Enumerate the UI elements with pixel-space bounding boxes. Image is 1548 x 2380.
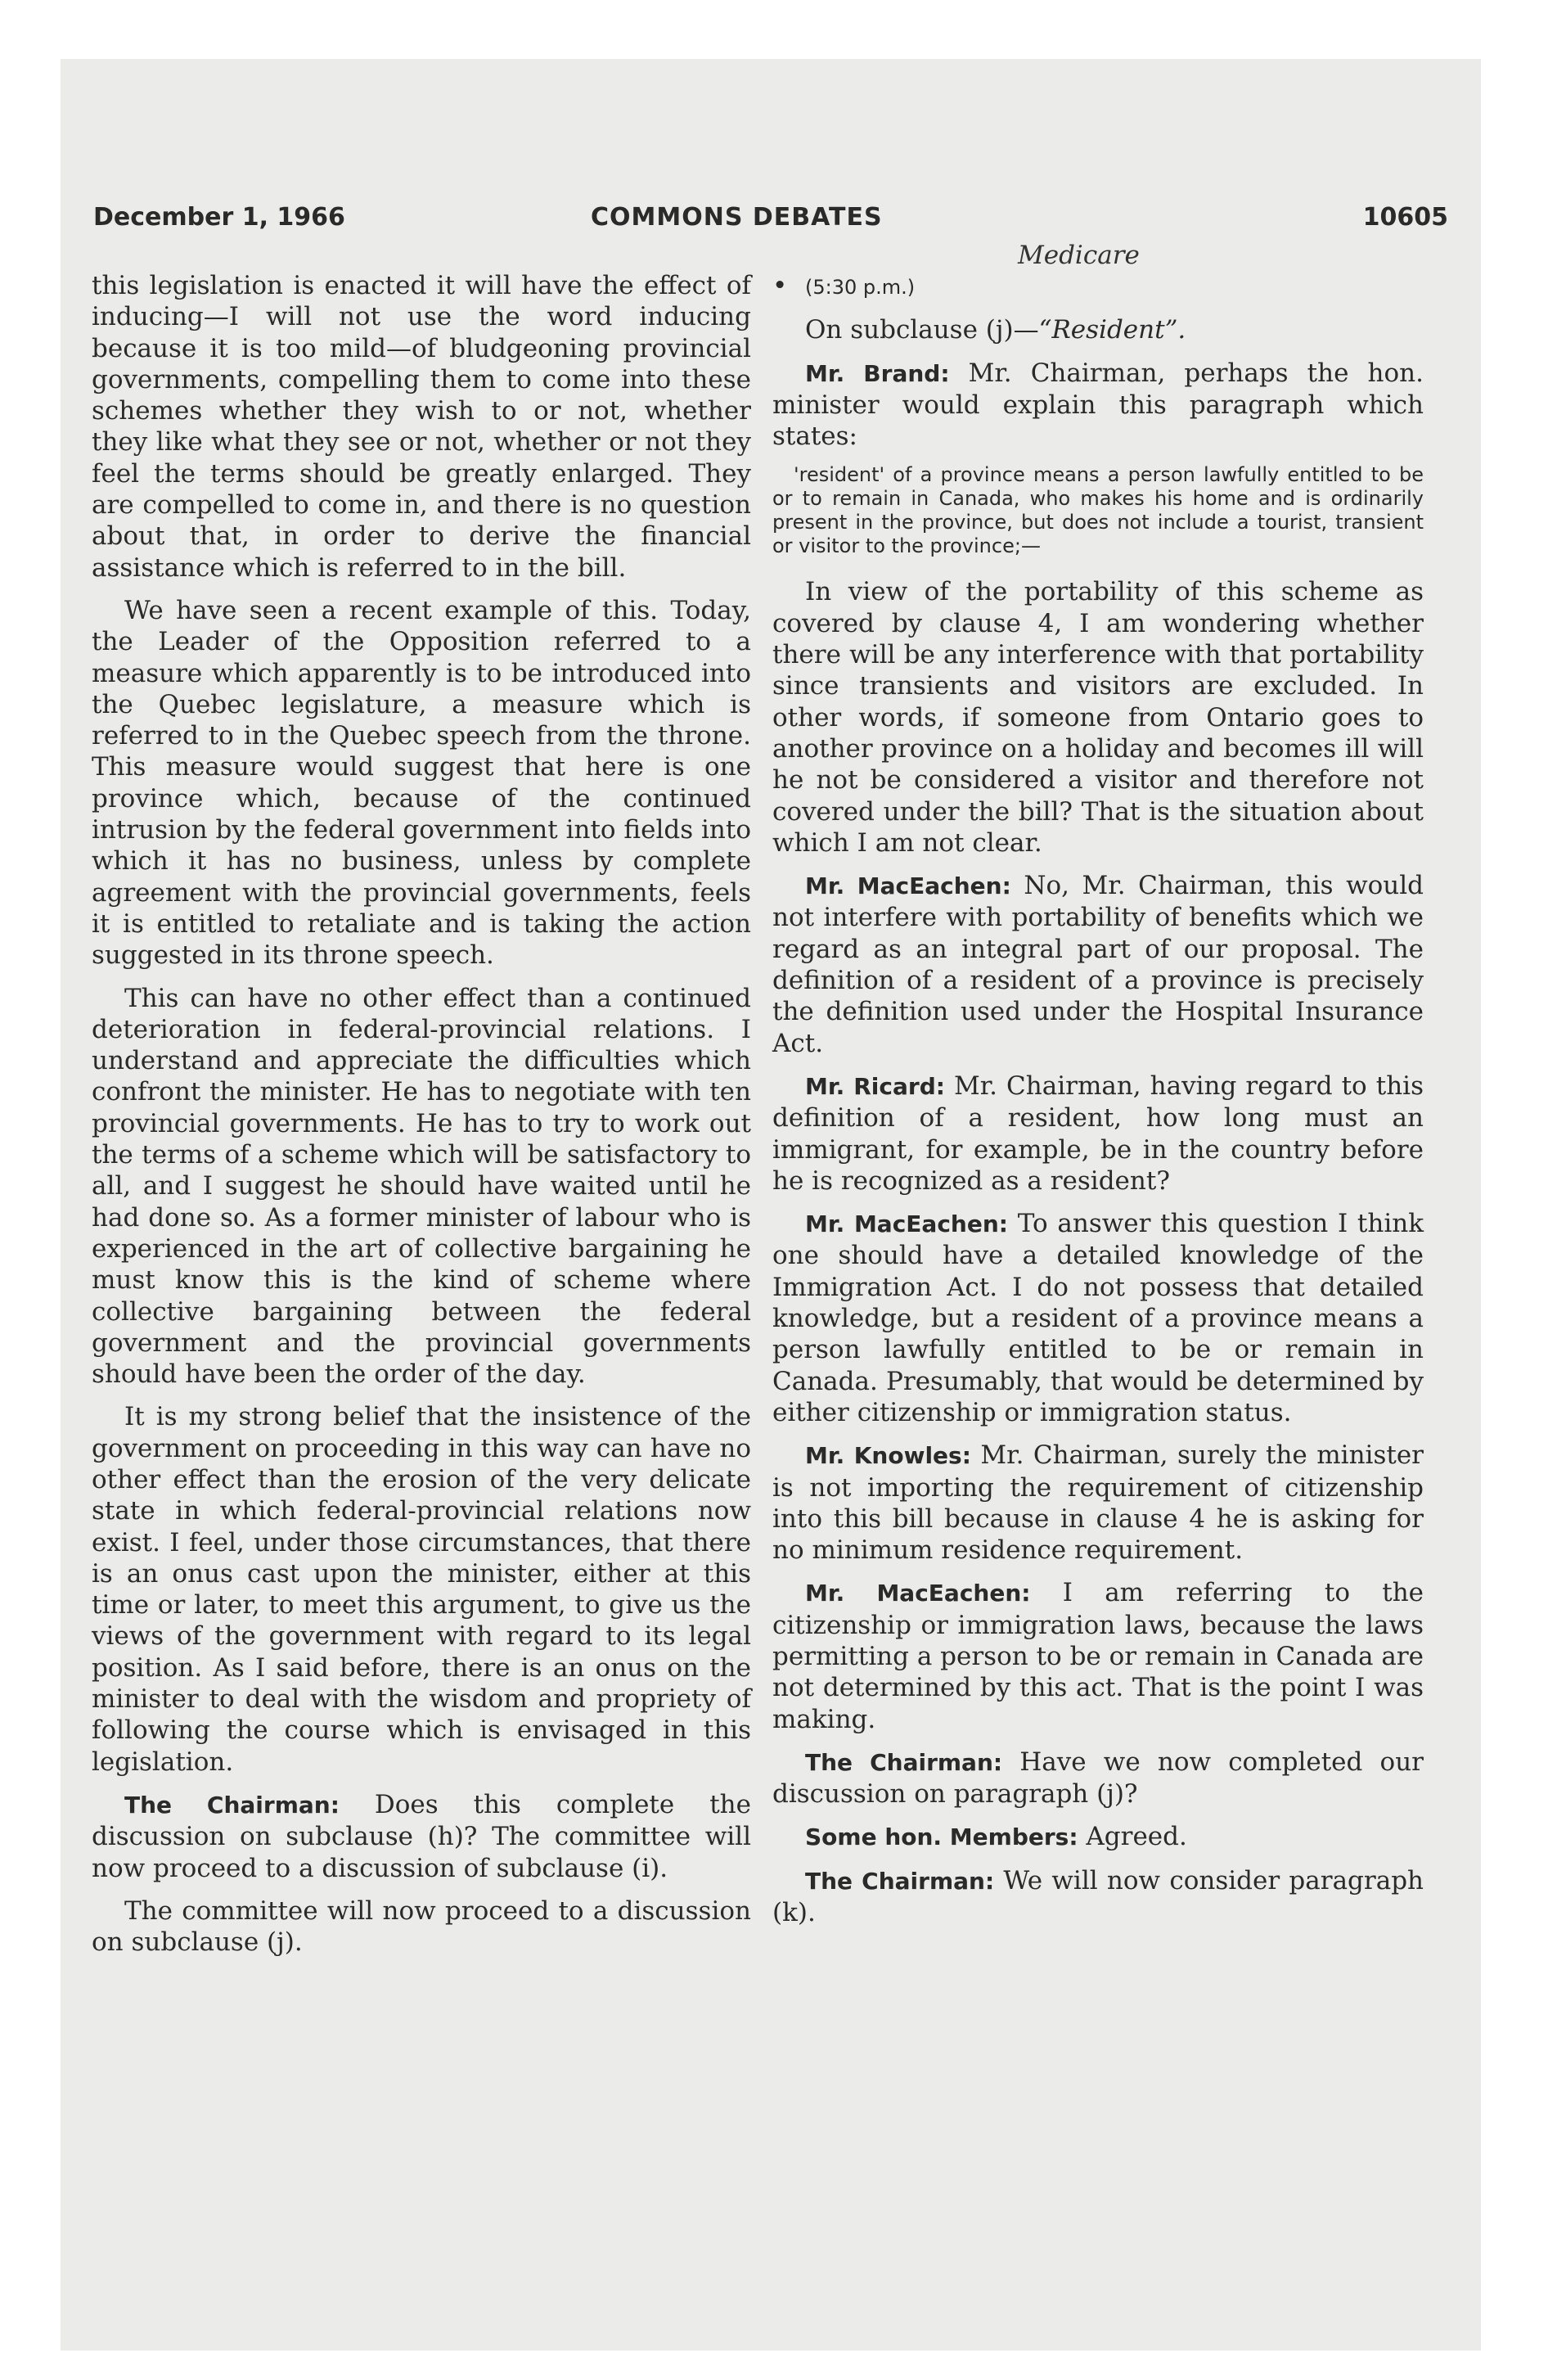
subclause-intro: On subclause (j)— <box>805 315 1039 345</box>
speech-text: To answer this question I think one should have a detailed knowledge of the Immigration Act. I do not possess that detailed knowledge, but a resident of a province means a person lawfully entitled to be or remain in Canada. Presumably, that would be determined by either citizenship or immigration status. <box>772 1209 1424 1427</box>
speech-text: Does this complete the discussion on subclause (h)? The committee will now proceed to a discussion of subclause (i). <box>92 1789 751 1883</box>
speech-text: Mr. Chairman, surely the minister is not importing the requirement of citizenship into this bill because in clause 4 he is asking for no minimum residence requirement. <box>772 1440 1424 1566</box>
header-publication: COMMONS DEBATES <box>591 203 883 232</box>
speaker-name: Mr. MacEachen: <box>805 1580 1031 1607</box>
speech <box>772 1577 1424 1734</box>
paragraph: this legislation is enacted it will have the effect of inducing—I will not use the word inducing because it is too mild—of bludgeoning provincial governments, compelling them to come into these schemes whether they wish to or not, whether they like what they see or not, whether or not they feel the terms should be greatly enlarged. They are compelled to come in, and there is no question about that, in order to derive the financial assistance which is referred to in the bill. <box>92 271 751 583</box>
speech-text: Mr. Chairman, perhaps the hon. minister would explain this paragraph which states: <box>772 358 1424 452</box>
speaker-name: The Chairman: <box>805 1748 1003 1776</box>
left-column <box>92 270 751 1969</box>
speaker-name: The Chairman: <box>124 1791 340 1819</box>
speech <box>772 1071 1424 1197</box>
speaker-name: Mr. MacEachen: <box>805 872 1011 900</box>
right-column <box>772 270 1424 1940</box>
document-page <box>61 59 1481 2351</box>
speech <box>772 1747 1424 1810</box>
header-date: December 1, 1966 <box>93 203 345 232</box>
speech-text: Agreed. <box>1078 1822 1187 1852</box>
time-stamp: • (5:30 p.m.) <box>772 271 916 300</box>
speaker-name: Mr. Ricard: <box>805 1072 945 1100</box>
speech-text: Have we now completed our discussion on paragraph (j)? <box>772 1747 1424 1810</box>
speech <box>772 358 1424 453</box>
subclause-heading <box>772 314 1424 345</box>
speech-text: No, Mr. Chairman, this would not interfere with portability of benefits which we regard as an integral part of our proposal. The definition of a resident of a province is precisely the definition used under the Hospital Insurance Act. <box>772 871 1424 1058</box>
paragraph: In view of the portability of this scheme as covered by clause 4, I am wondering whether there will be any interference with that portability since transients and visitors are excluded. In other words, if someone from Ontario goes to another province on a holiday and becomes ill will he not be considered a visitor and therefore not covered under the bill? That is the situation about which I am not clear. <box>772 577 1424 858</box>
speaker-name: Mr. Knowles: <box>805 1442 971 1470</box>
page-header <box>93 203 1448 244</box>
speaker-name: The Chairman: <box>805 1867 995 1895</box>
speech <box>772 1208 1424 1428</box>
header-page-number: 10605 <box>1362 203 1448 232</box>
speech-text: We will now consider paragraph (k). <box>772 1865 1424 1928</box>
block-quote: 'resident' of a province means a person lawfully entitled to be or to remain in Canada, who makes his home and is ordinarily present in the province, but does not include a tourist, transient or visitor to the province;— <box>772 463 1424 558</box>
paragraph: This can have no other effect than a continued deterioration in federal-provincial relations. I understand and appreciate the difficulties which confront the minister. He has to negotiate with ten provincial governments. He has to try to work out the terms of a scheme which will be satisfactory to all, and I suggest he should have waited until he had done so. As a former minister of labour who is experienced in the art of collective bargaining he must know this is the kind of scheme where collective bargaining between the federal government and the provincial governments should have been the order of the day. <box>92 983 751 1390</box>
speech <box>92 1789 751 1884</box>
speech <box>772 1440 1424 1566</box>
speaker-name: Mr. MacEachen: <box>805 1210 1008 1238</box>
speaker-name: Some hon. Members: <box>805 1823 1078 1851</box>
paragraph: It is my strong belief that the insistence of the government on proceeding in this way can have no other effect than the erosion of the very delicate state in which federal-provincial relations now exist. I feel, under those circumstances, that there is an onus cast upon the minister, either at this time or later, to meet this argument, to give us the views of the government with regard to its legal position. As I said before, there is an onus on the minister to deal with the wisdom and propriety of following the course which is envisaged in this legislation. <box>92 1402 751 1777</box>
paragraph: We have seen a recent example of this. Today, the Leader of the Opposition referred to a measure which apparently is to be introduced into the Quebec legislature, a measure which is referred to in the Quebec speech from the throne. This measure would suggest that here is one province which, because of the continued intrusion by the federal government into fields into which it has no business, unless by complete agreement with the provincial governments, feels it is entitled to retaliate and is taking the action suggested in its throne speech. <box>92 595 751 971</box>
speech <box>772 1865 1424 1929</box>
subclause-title: “Resident”. <box>1038 315 1186 345</box>
time-text: (5:30 p.m.) <box>805 276 916 299</box>
speech-text: Mr. Chairman, having regard to this definition of a resident, how long must an immigrant, for example, be in the country before he is recognized as a resident? <box>772 1071 1424 1196</box>
speech <box>772 1821 1424 1853</box>
speaker-name: Mr. Brand: <box>805 359 950 387</box>
speech-text: I am referring to the citizenship or immigration laws, because the laws permitting a person to be or remain in Canada are not determined by this act. That is the point I was making. <box>772 1578 1424 1734</box>
speech <box>772 870 1424 1059</box>
paragraph: The committee will now proceed to a discussion on subclause (j). <box>92 1895 751 1958</box>
section-topic: Medicare <box>1018 241 1140 270</box>
